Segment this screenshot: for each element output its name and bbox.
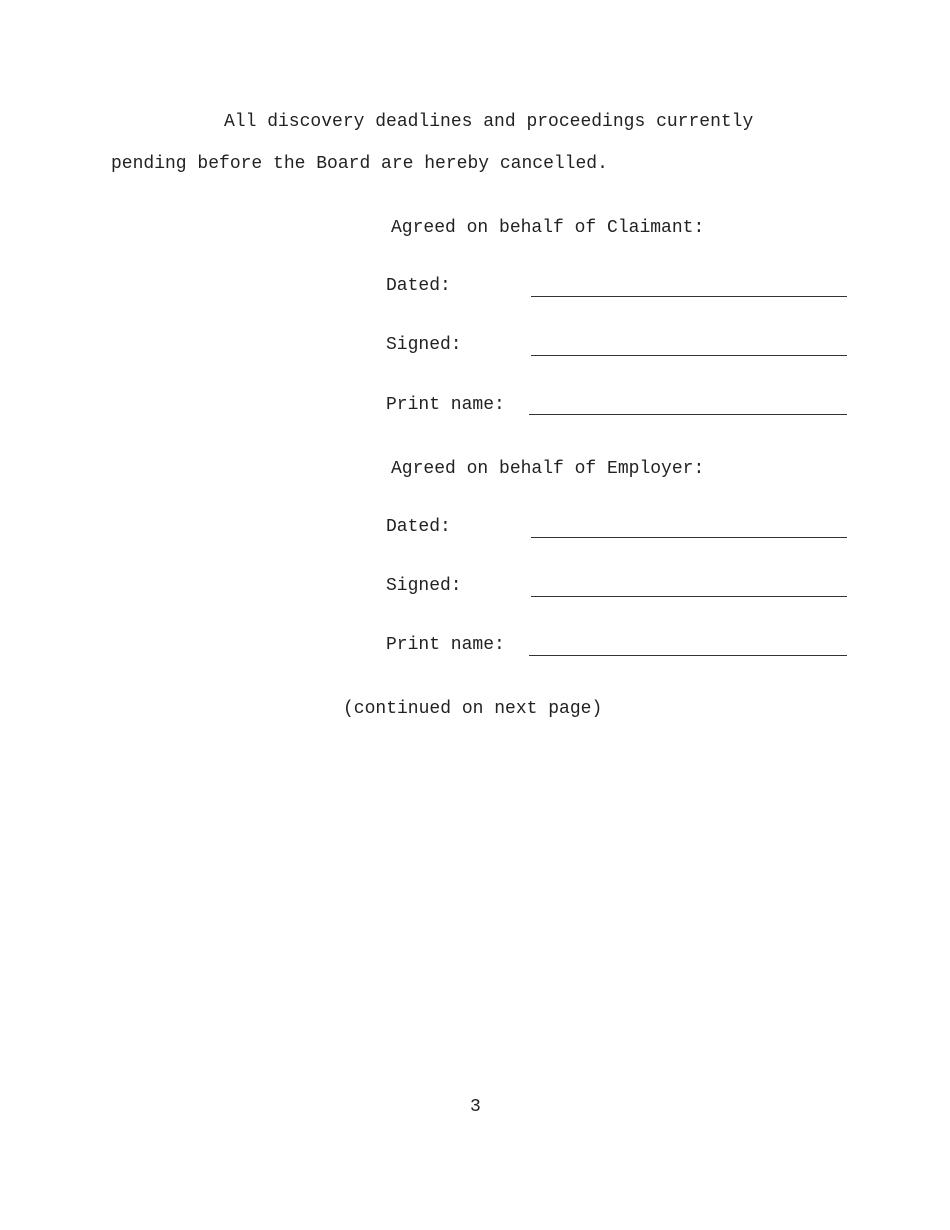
claimant-dated-label: Dated: <box>386 276 451 296</box>
employer-print-name-label: Print name: <box>386 635 505 655</box>
employer-signed-signature-line <box>531 596 847 597</box>
employer-dated-label: Dated: <box>386 517 451 537</box>
claimant-heading: Agreed on behalf of Claimant: <box>391 218 705 238</box>
claimant-signed-signature-line <box>531 355 847 356</box>
employer-heading: Agreed on behalf of Employer: <box>391 459 705 479</box>
body-text-line-2: pending before the Board are hereby cancelled. <box>111 154 608 174</box>
claimant-print-name-line <box>529 414 847 415</box>
body-text-line-1: All discovery deadlines and proceedings currently <box>224 112 754 132</box>
employer-print-name-line <box>529 655 847 656</box>
claimant-print-name-label: Print name: <box>386 395 505 415</box>
claimant-dated-signature-line <box>531 296 847 297</box>
claimant-signed-label: Signed: <box>386 335 462 355</box>
page-number: 3 <box>470 1097 481 1117</box>
continued-note: (continued on next page) <box>343 699 603 719</box>
employer-dated-signature-line <box>531 537 847 538</box>
employer-signed-label: Signed: <box>386 576 462 596</box>
